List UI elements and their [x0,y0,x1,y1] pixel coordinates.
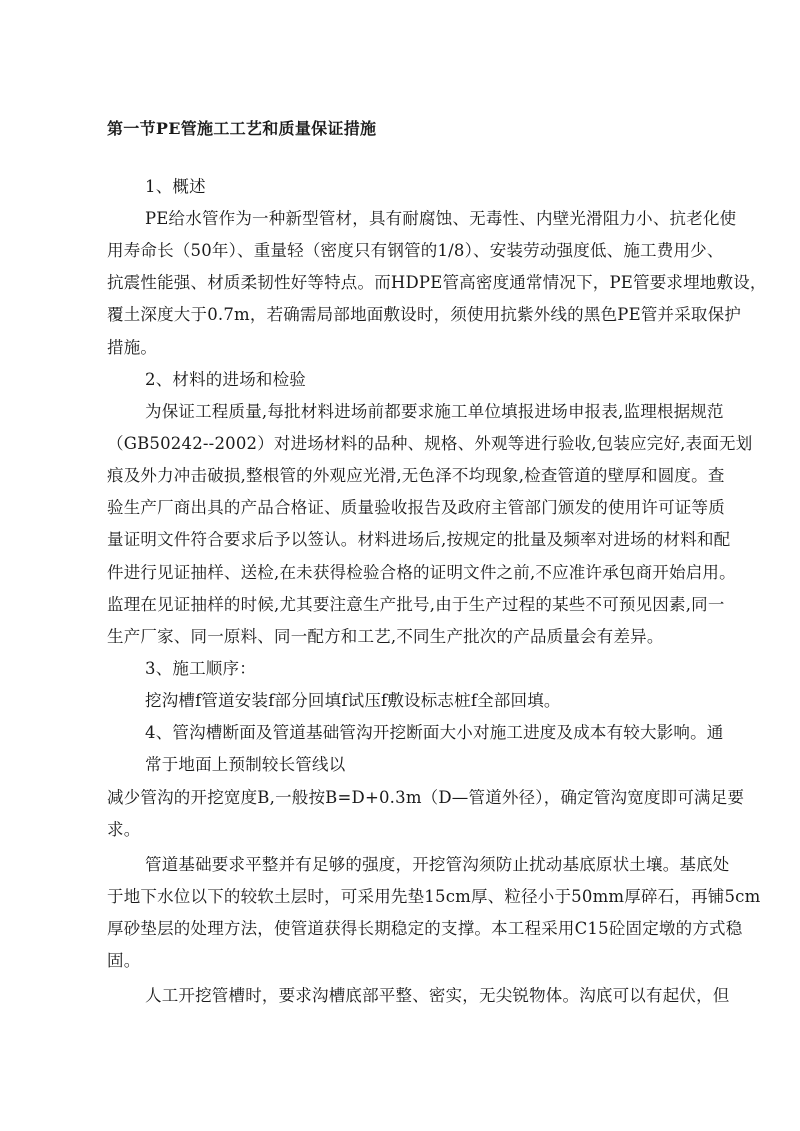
paragraph-line: 求。 [107,820,141,839]
paragraph-line: 减少管沟的开挖宽度B,一般按B=D+0.3m（D—管道外径），确定管沟宽度即可满足要 [107,788,745,807]
paragraph-line: 措施。 [107,338,158,357]
paragraph-line: 于地下水位以下的较软土层时，可采用先垫15cm厚、粒径小于50mm厚碎石，再铺5cm [107,887,761,906]
paragraph-line: 生产厂家、同一原料、同一配方和工艺,不同生产批次的产品质量会有差异。 [107,627,664,646]
paragraph-line: 人工开挖管槽时，要求沟槽底部平整、密实，无尖锐物体。沟底可以有起伏，但 [145,986,730,1005]
paragraph-line: 抗震性能强、材质柔韧性好等特点。而HDPE管高密度通常情况下，PE管要求埋地敷设， [107,273,767,292]
paragraph-line: 痕及外力冲击破损,整根管的外观应光滑,无色泽不均现象,检查管道的壁厚和圆度。查 [107,466,725,485]
paragraph-line: 验生产厂商出具的产品合格证、质量验收报告及政府主管部门颁发的使用许可证等质 [107,498,725,517]
paragraph-line: 监理在见证抽样的时候,尤其要注意生产批号,由于生产过程的某些不可预见因素,同一 [107,595,725,614]
paragraph-line: 件进行见证抽样、送检,在未获得检验合格的证明文件之前,不应准许承包商开始启用。 [107,563,736,582]
heading-sequence: 3、施工顺序： [145,659,256,678]
paragraph-line: 用寿命长（50年）、重量轻（密度只有钢管的1/8）、安装劳动强度低、施工费用少、 [107,241,724,260]
heading-trench: 4、管沟槽断面及管道基础管沟开挖断面大小对施工进度及成本有较大影响。通 [145,723,724,742]
paragraph-line: 固。 [107,951,141,970]
paragraph-line: 常于地面上预制较长管线以 [145,755,346,774]
paragraph-line: 覆土深度大于0.7m，若确需局部地面敷设时，须使用抗紫外线的黑色PE管并采取保护 [107,305,742,324]
paragraph-line: （GB50242--2002）对进场材料的品种、规格、外观等进行验收,包装应完好,表面无划 [107,434,753,453]
paragraph-line: 厚砂垫层的处理方法，使管道获得长期稳定的支撑。本工程采用C15砼固定墩的方式稳 [107,919,743,938]
heading-overview: 1、概述 [145,177,206,196]
paragraph-line: 管道基础要求平整并有足够的强度，开挖管沟须防止扰动基底原状土壤。基底处 [145,855,730,874]
heading-materials: 2、材料的进场和检验 [145,370,306,389]
paragraph-line: 挖沟槽f管道安装f部分回填f试压f敷设标志桩f全部回填。 [145,691,561,710]
paragraph-line: 量证明文件符合要求后予以签认。材料进场后,按规定的批量及频率对进场的材料和配 [107,530,731,549]
section-title: 第一节PE管施工工艺和质量保证措施 [107,119,377,138]
paragraph-line: 为保证工程质量,每批材料进场前都要求施工单位填报进场申报表,监理根据规范 [145,402,724,421]
paragraph-line: PE给水管作为一种新型管材，具有耐腐蚀、无毒性、内壁光滑阻力小、抗老化使 [145,209,737,228]
